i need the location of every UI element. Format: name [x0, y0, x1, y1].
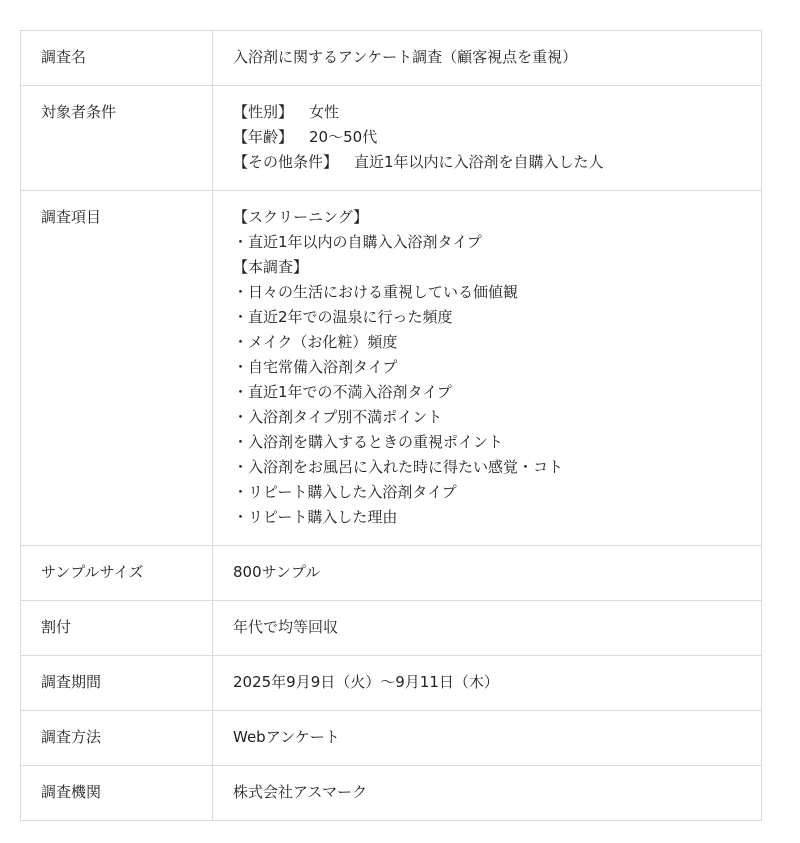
condition-key: 【性別】 — [233, 103, 294, 121]
survey-period-text: 2025年9月9日（火）～9月11日（木） — [233, 673, 499, 691]
allocation-text: 年代で均等回収 — [233, 618, 339, 636]
condition-key: 【年齢】 — [233, 128, 294, 146]
list-item: ・自宅常備入浴剤タイプ — [233, 358, 398, 376]
survey-method-text: Webアンケート — [233, 728, 340, 746]
condition-key: 【その他条件】 — [233, 153, 339, 171]
condition-gender — [233, 100, 741, 125]
list-item: ・直近1年以内の自購入入浴剤タイプ — [233, 233, 482, 251]
condition-other — [233, 150, 741, 175]
row-value — [213, 711, 762, 766]
row-label: 対象者条件 — [21, 86, 213, 191]
row-survey-organization — [21, 766, 762, 821]
row-sample-size — [21, 546, 762, 601]
list-item: ・直近2年での温泉に行った頻度 — [233, 308, 453, 326]
row-target-conditions — [21, 86, 762, 191]
list-item: ・入浴剤を購入するときの重視ポイント — [233, 433, 504, 451]
condition-value: 直近1年以内に入浴剤を自購入した人 — [354, 153, 604, 171]
row-label: 調査名 — [21, 31, 213, 86]
sample-size-text: 800サンプル — [233, 563, 321, 581]
survey-overview-table — [20, 30, 762, 821]
row-value — [213, 191, 762, 546]
section-heading: 【本調査】 — [233, 258, 309, 276]
section-heading: 【スクリーニング】 — [233, 208, 369, 226]
survey-organization-text: 株式会社アスマーク — [233, 783, 368, 801]
row-value — [213, 656, 762, 711]
row-label: サンプルサイズ — [21, 546, 213, 601]
row-value — [213, 86, 762, 191]
list-item: ・直近1年での不満入浴剤タイプ — [233, 383, 452, 401]
list-item: ・リピート購入した入浴剤タイプ — [233, 483, 457, 501]
list-item: ・日々の生活における重視している価値観 — [233, 283, 519, 301]
row-value — [213, 546, 762, 601]
list-item: ・リピート購入した理由 — [233, 508, 398, 526]
row-label: 調査項目 — [21, 191, 213, 546]
condition-value: 20～50代 — [309, 128, 378, 146]
condition-value: 女性 — [309, 103, 340, 121]
list-item: ・入浴剤をお風呂に入れた時に得たい感覚・コト — [233, 458, 564, 476]
row-survey-name — [21, 31, 762, 86]
row-survey-items — [21, 191, 762, 546]
row-allocation — [21, 601, 762, 656]
row-label: 調査期間 — [21, 656, 213, 711]
row-label: 調査機関 — [21, 766, 213, 821]
list-item: ・メイク（お化粧）頻度 — [233, 333, 398, 351]
row-value — [213, 766, 762, 821]
row-value — [213, 601, 762, 656]
row-label: 調査方法 — [21, 711, 213, 766]
row-survey-period — [21, 656, 762, 711]
condition-age — [233, 125, 741, 150]
row-label: 割付 — [21, 601, 213, 656]
row-value — [213, 31, 762, 86]
survey-name-text: 入浴剤に関するアンケート調査（顧客視点を重視） — [233, 48, 578, 66]
row-survey-method — [21, 711, 762, 766]
list-item: ・入浴剤タイプ別不満ポイント — [233, 408, 443, 426]
